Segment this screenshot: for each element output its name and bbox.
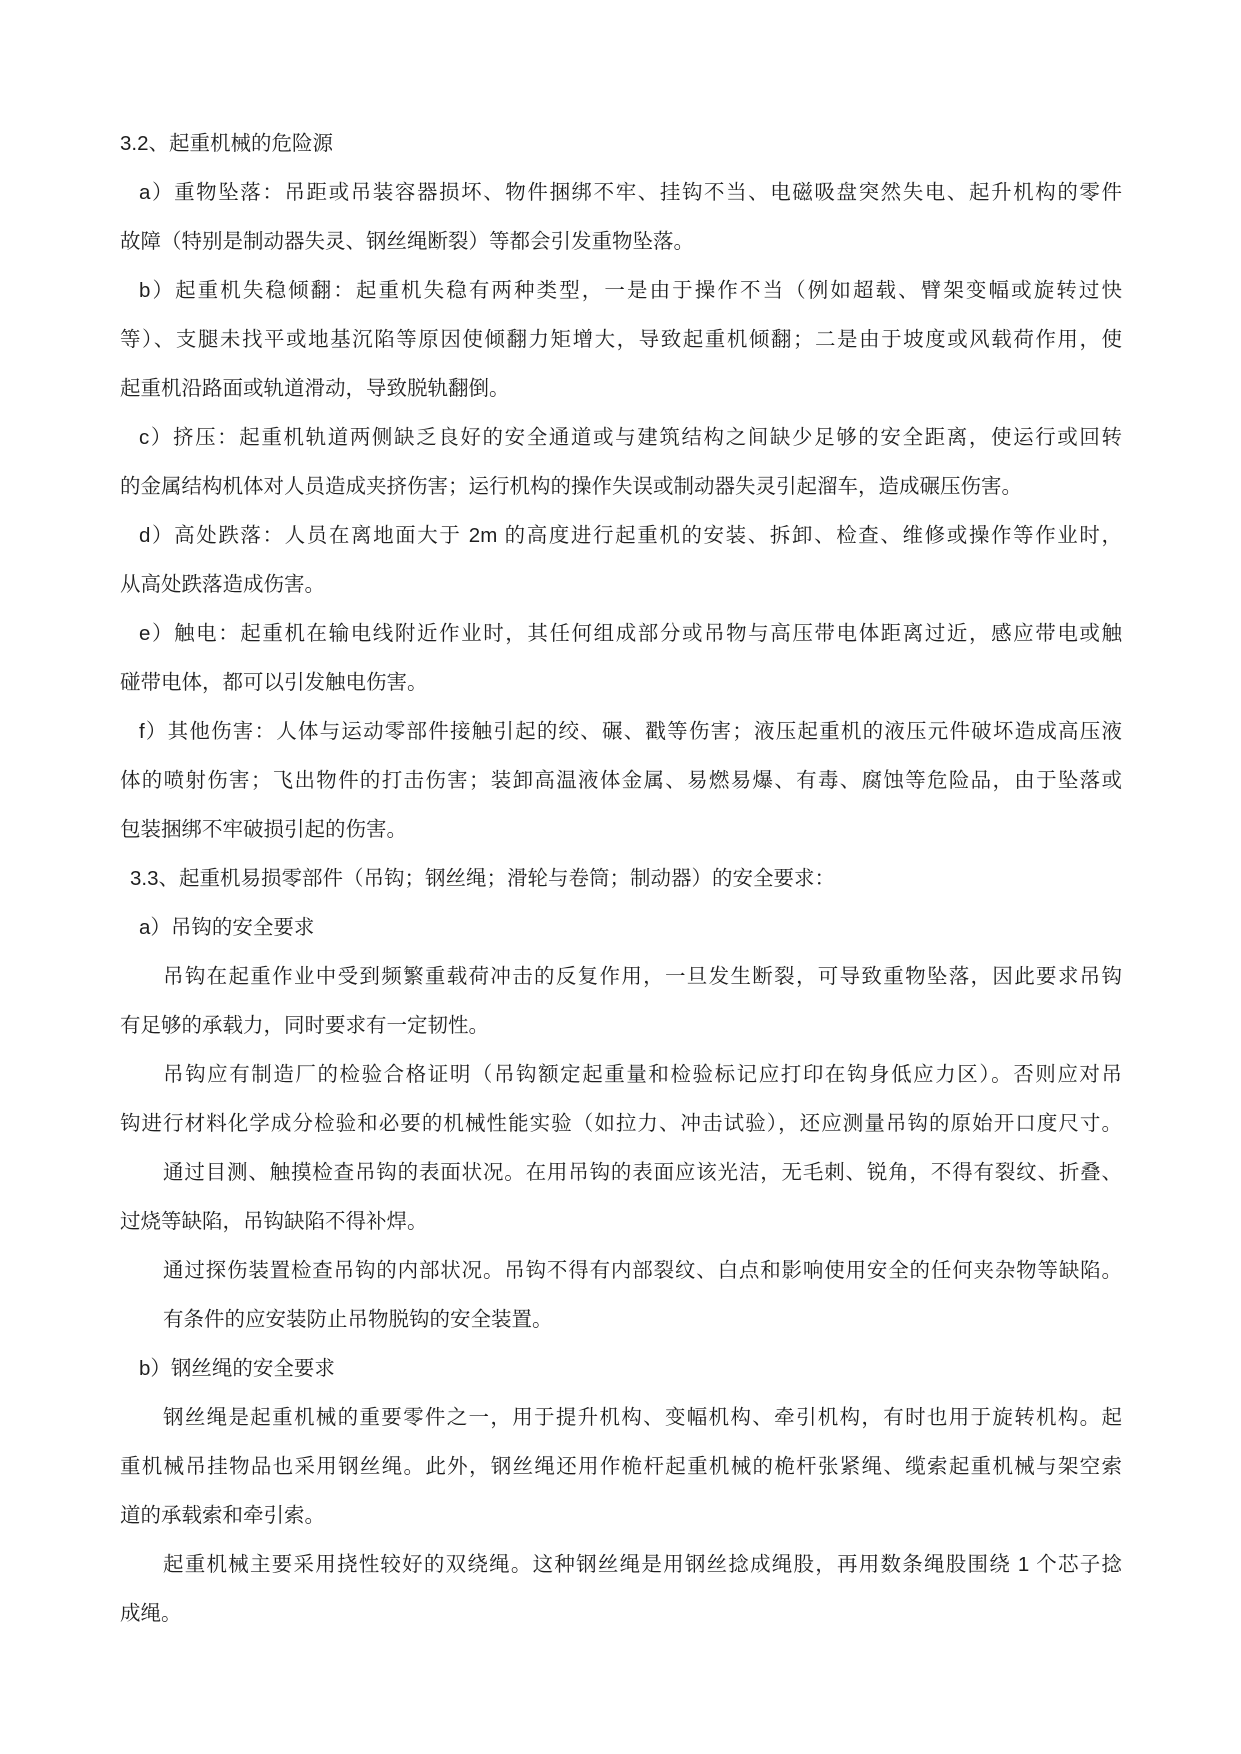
- text-line: 钩进行材料化学成分检验和必要的机械性能实验（如拉力、冲击试验），还应测量吊钩的原始开口度尺寸。: [120, 1112, 1122, 1135]
- text-line: a）吊钩的安全要求: [139, 916, 315, 939]
- text-line: 包装捆绑不牢破损引起的伤害。: [120, 818, 407, 841]
- text-line: 体的喷射伤害；飞出物件的打击伤害；装卸高温液体金属、易燃易爆、有毒、腐蚀等危险品，由于坠落或: [120, 769, 1122, 792]
- text-line: a）重物坠落：吊距或吊装容器损坏、物件捆绑不牢、挂钩不当、电磁吸盘突然失电、起升机构的零件: [139, 181, 1122, 204]
- text-line: 有足够的承载力，同时要求有一定韧性。: [120, 1014, 489, 1037]
- text-line: 起重机械主要采用挠性较好的双绕绳。这种钢丝绳是用钢丝捻成绳股，再用数条绳股围绕 1 个芯子捻: [163, 1553, 1122, 1576]
- text-line: 3.2、起重机械的危险源: [120, 132, 333, 155]
- text-line: 重机械吊挂物品也采用钢丝绳。此外，钢丝绳还用作桅杆起重机械的桅杆张紧绳、缆索起重机械与架空索: [120, 1455, 1122, 1478]
- text-line: b）钢丝绳的安全要求: [139, 1357, 335, 1380]
- text-line: 碰带电体，都可以引发触电伤害。: [120, 671, 428, 694]
- text-line: 通过目测、触摸检查吊钩的表面状况。在用吊钩的表面应该光洁，无毛刺、锐角，不得有裂纹、折叠、: [163, 1161, 1122, 1184]
- text-line: 起重机沿路面或轨道滑动，导致脱轨翻倒。: [120, 377, 510, 400]
- text-line: 等）、支腿未找平或地基沉陷等原因使倾翻力矩增大，导致起重机倾翻；二是由于坡度或风载荷作用，使: [120, 328, 1122, 351]
- text-line: 从高处跌落造成伤害。: [120, 573, 325, 596]
- text-line: 成绳。: [120, 1602, 182, 1625]
- text-line: c）挤压：起重机轨道两侧缺乏良好的安全通道或与建筑结构之间缺少足够的安全距离，使运行或回转: [139, 426, 1122, 449]
- text-line: f）其他伤害：人体与运动零部件接触引起的绞、碾、戳等伤害；液压起重机的液压元件破坏造成高压液: [139, 720, 1122, 743]
- text-line: b）起重机失稳倾翻：起重机失稳有两种类型，一是由于操作不当（例如超载、臂架变幅或旋转过快: [139, 279, 1122, 302]
- text-line: 的金属结构机体对人员造成夹挤伤害；运行机构的操作失误或制动器失灵引起溜车，造成碾压伤害。: [120, 475, 1022, 498]
- document-body: [120, 119, 1122, 1638]
- text-line: d）高处跌落：人员在离地面大于 2m 的高度进行起重机的安装、拆卸、检查、维修或操作等作业时，: [139, 524, 1122, 547]
- text-line: 有条件的应安装防止吊物脱钩的安全装置。: [163, 1308, 553, 1331]
- text-line: 吊钩在起重作业中受到频繁重载荷冲击的反复作用，一旦发生断裂，可导致重物坠落，因此要求吊钩: [163, 965, 1122, 988]
- text-line: 吊钩应有制造厂的检验合格证明（吊钩额定起重量和检验标记应打印在钩身低应力区）。否则应对吊: [163, 1063, 1122, 1086]
- text-line: 过烧等缺陷，吊钩缺陷不得补焊。: [120, 1210, 428, 1233]
- text-line: 道的承载索和牵引索。: [120, 1504, 325, 1527]
- text-line: 通过探伤装置检查吊钩的内部状况。吊钩不得有内部裂纹、白点和影响使用安全的任何夹杂物等缺陷。: [163, 1259, 1122, 1282]
- text-line: 故障（特别是制动器失灵、钢丝绳断裂）等都会引发重物坠落。: [120, 230, 694, 253]
- text-line: 钢丝绳是起重机械的重要零件之一，用于提升机构、变幅机构、牵引机构，有时也用于旋转机构。起: [163, 1406, 1122, 1429]
- text-line: e）触电：起重机在输电线附近作业时，其任何组成部分或吊物与高压带电体距离过近，感应带电或触: [139, 622, 1122, 645]
- text-line: 3.3、起重机易损零部件（吊钩；钢丝绳；滑轮与卷筒；制动器）的安全要求：: [130, 867, 835, 890]
